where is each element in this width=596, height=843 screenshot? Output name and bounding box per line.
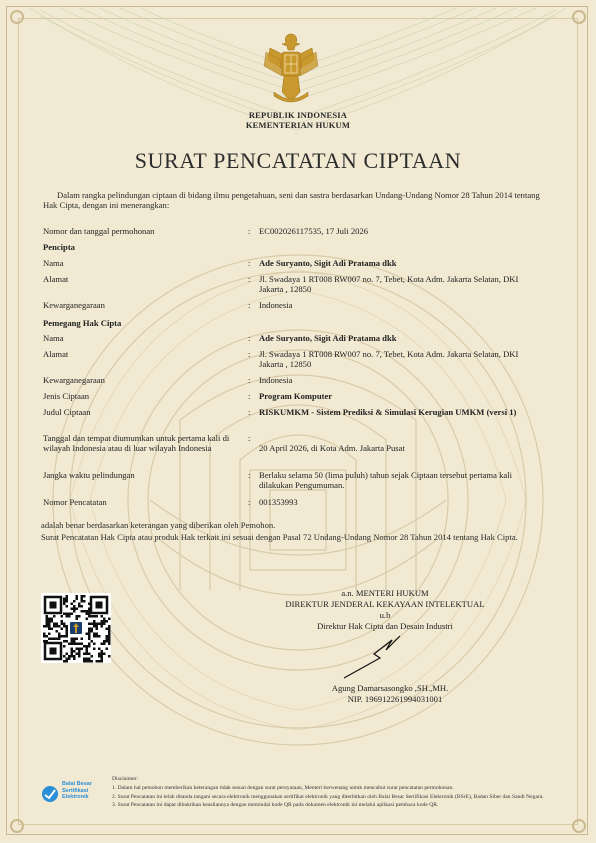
- colon: :: [248, 375, 251, 385]
- creator-name-label: Nama: [43, 258, 64, 268]
- bsre-cloud-icon: [40, 784, 60, 804]
- signatory-nip: NIP. 196912261994031001: [347, 694, 443, 704]
- qr-module: [63, 603, 66, 606]
- qr-module: [106, 620, 109, 623]
- qr-module: [98, 653, 101, 656]
- qr-module: [101, 653, 104, 656]
- qr-module: [91, 628, 94, 631]
- qr-module: [66, 630, 69, 633]
- qr-module: [103, 618, 106, 621]
- qr-module: [86, 653, 89, 656]
- qr-module: [96, 660, 99, 663]
- corner-ornament: [572, 10, 586, 24]
- qr-module: [98, 623, 101, 626]
- qr-module: [108, 643, 111, 646]
- qr-module: [91, 655, 94, 658]
- qr-module: [81, 643, 84, 646]
- qr-module: [71, 603, 74, 606]
- qr-module: [63, 645, 66, 648]
- record-number: 001353993: [259, 497, 298, 507]
- qr-module: [46, 623, 49, 626]
- qr-module: [98, 660, 101, 663]
- qr-module: [103, 640, 106, 643]
- intro-paragraph: Dalam rangka pelindungan ciptaan di bidang ilmu pengetahuan, seni dan sastra berdasarkan Undang-Undang Nomor 28 Tahun 2014 tentang Hak Cipta, dengan ini menerangkan:: [43, 190, 540, 211]
- qr-module: [71, 640, 74, 643]
- qr-module: [58, 638, 61, 641]
- qr-module: [101, 643, 104, 646]
- qr-module: [78, 603, 81, 606]
- qr-module: [83, 658, 86, 661]
- qr-module: [83, 610, 86, 613]
- colon: :: [248, 349, 251, 359]
- qr-module: [66, 595, 69, 598]
- disclaimer-note-1: 1. Dalam hal pemohon memberikan keterangan tidak sesuai dengan surat pernyataan, Menteri berwenang untuk mencabut surat pencatatan permohonan.: [112, 784, 454, 791]
- qr-module: [48, 628, 51, 631]
- qr-module: [63, 625, 66, 628]
- qr-module: [71, 653, 74, 656]
- qr-module: [58, 635, 61, 638]
- qr-module: [88, 630, 91, 633]
- colon: :: [248, 470, 251, 480]
- qr-module: [51, 618, 54, 621]
- qr-module: [93, 623, 96, 626]
- colon: :: [248, 333, 251, 343]
- qr-module: [101, 625, 104, 628]
- qr-module: [91, 615, 94, 618]
- qr-module: [106, 640, 109, 643]
- qr-module: [68, 613, 71, 616]
- disclaimer: [112, 775, 562, 810]
- qr-module: [96, 633, 99, 636]
- qr-module: [86, 618, 89, 621]
- qr-module: [86, 633, 89, 636]
- qr-module: [48, 638, 51, 641]
- qr-module: [101, 615, 104, 618]
- work-title-label: Judul Ciptaan: [43, 407, 91, 417]
- document-title: SURAT PENCATATAN CIPTAAN: [134, 148, 462, 173]
- qr-module: [63, 600, 66, 603]
- signature-ub: u.b: [379, 610, 391, 620]
- holder-name: Ade Suryanto, Sigit Adi Pratama dkk: [259, 333, 397, 343]
- qr-module: [63, 598, 66, 601]
- qr-module: [78, 650, 81, 653]
- qr-module: [66, 653, 69, 656]
- disclaimer-note-3: 3. Surat Pencatatan ini dapat dibuktikan keasliannya dengan memindai kode QR pada dokumen elektronik ini melalui aplikasi pembaca kode QR.: [112, 802, 439, 809]
- qr-module: [58, 633, 61, 636]
- qr-module: [76, 643, 79, 646]
- qr-module: [98, 648, 101, 651]
- colon: :: [248, 300, 251, 310]
- qr-module: [106, 635, 109, 638]
- qr-module: [106, 628, 109, 631]
- signature-on-behalf: a.n. MENTERI HUKUM: [341, 588, 429, 598]
- qr-module: [73, 643, 76, 646]
- qr-module: [76, 653, 79, 656]
- qr-module: [106, 638, 109, 641]
- creator-address: Jl. Swadaya 1 RT008 RW007 no. 7, Tebet, Kota Adm. Jakarta Selatan, DKI Jakarta , 12850: [259, 274, 519, 295]
- qr-module: [101, 620, 104, 623]
- qr-module: [51, 620, 54, 623]
- qr-module: [88, 628, 91, 631]
- disclaimer-heading: Disclaimer:: [112, 776, 139, 782]
- announce-value: 20 April 2026, di Kota Adm. Jakarta Pusat: [259, 443, 405, 453]
- qr-module: [56, 630, 59, 633]
- qr-module: [46, 620, 49, 623]
- qr-module: [66, 600, 69, 603]
- qr-module: [66, 658, 69, 661]
- qr-module: [91, 630, 94, 633]
- holder-name-label: Nama: [43, 333, 64, 343]
- qr-module: [78, 643, 81, 646]
- qr-module: [66, 633, 69, 636]
- work-type: Program Komputer: [259, 391, 333, 401]
- qr-module: [96, 635, 99, 638]
- qr-module: [78, 615, 81, 618]
- qr-module: [81, 605, 84, 608]
- qr-module: [78, 653, 81, 656]
- handwritten-signature: [340, 632, 410, 682]
- colon: :: [248, 433, 251, 443]
- qr-module: [76, 598, 79, 601]
- qr-module: [86, 650, 89, 653]
- qr-module: [71, 655, 74, 658]
- qr-module: [101, 658, 104, 661]
- qr-module: [78, 648, 81, 651]
- signature-directorate: Direktur Hak Cipta dan Desain Industri: [317, 621, 453, 631]
- qr-module: [96, 625, 99, 628]
- qr-module: [43, 635, 46, 638]
- creator-name: Ade Suryanto, Sigit Adi Pratama dkk: [259, 258, 397, 268]
- bsre-line-1: Balai Besar: [62, 781, 92, 787]
- qr-module: [83, 595, 86, 598]
- qr-module: [73, 600, 76, 603]
- qr-module: [66, 660, 69, 663]
- qr-module: [46, 625, 49, 628]
- closing-line-1: adalah benar berdasarkan keterangan yang diberikan oleh Pemohon.: [41, 520, 276, 530]
- qr-module: [56, 638, 59, 641]
- qr-module: [83, 660, 86, 663]
- qr-module: [66, 615, 69, 618]
- colon: :: [248, 497, 251, 507]
- qr-module: [63, 660, 66, 663]
- qr-module: [43, 633, 46, 636]
- qr-module: [73, 640, 76, 643]
- qr-center-logo-icon: [70, 622, 82, 634]
- holder-nationality-label: Kewarganegaraan: [43, 375, 105, 385]
- qr-module: [108, 640, 111, 643]
- colon: :: [248, 258, 251, 268]
- qr-module: [108, 625, 111, 628]
- qr-module: [76, 618, 79, 621]
- corner-ornament: [572, 819, 586, 833]
- qr-module: [91, 660, 94, 663]
- qr-module: [83, 645, 86, 648]
- qr-module: [91, 623, 94, 626]
- work-title: RISKUMKM - Sistem Prediksi & Simulasi Kerugian UMKM (versi 1): [259, 407, 517, 417]
- qr-module: [86, 610, 89, 613]
- qr-module: [96, 623, 99, 626]
- country-heading: REPUBLIK INDONESIA: [248, 110, 348, 120]
- qr-module: [96, 615, 99, 618]
- qr-module: [63, 613, 66, 616]
- qr-module: [73, 610, 76, 613]
- qr-module: [71, 650, 74, 653]
- qr-module: [48, 623, 51, 626]
- qr-module: [58, 625, 61, 628]
- qr-module: [101, 650, 104, 653]
- qr-module: [86, 660, 89, 663]
- qr-module: [88, 633, 91, 636]
- period-value: Berlaku selama 50 (lima puluh) tahun sejak Ciptaan tersebut pertama kali dilakukan Pengumuman.: [259, 470, 512, 491]
- creator-section-title: Pencipta: [43, 242, 75, 252]
- qr-module: [81, 648, 84, 651]
- colon: :: [248, 391, 251, 401]
- qr-module: [108, 618, 111, 621]
- qr-module: [81, 598, 84, 601]
- qr-module: [98, 655, 101, 658]
- qr-module: [76, 595, 79, 598]
- holder-section-title: Pemegang Hak Cipta: [43, 318, 122, 328]
- work-type-label: Jenis Ciptaan: [43, 391, 90, 401]
- ministry-heading: KEMENTERIAN HUKUM: [245, 120, 351, 130]
- qr-module: [46, 615, 49, 618]
- qr-module: [61, 623, 64, 626]
- qr-module: [66, 613, 69, 616]
- qr-module: [88, 660, 91, 663]
- creator-address-label: Alamat: [43, 274, 69, 284]
- closing-line-2: Surat Pencatatan Hak Cipta atau produk Hak terkait ini sesuai dengan Pasal 72 Undang-Undang Nomor 28 Tahun 2014 tentang Hak Cipta.: [41, 532, 518, 542]
- creator-nationality-label: Kewarganegaraan: [43, 300, 105, 310]
- qr-module: [86, 648, 89, 651]
- qr-code[interactable]: [41, 593, 111, 663]
- holder-address: Jl. Swadaya 1 RT008 RW007 no. 7, Tebet, Kota Adm. Jakarta Selatan, DKI Jakarta , 12850: [259, 349, 519, 370]
- qr-module: [108, 633, 111, 636]
- qr-module: [48, 625, 51, 628]
- qr-module: [103, 623, 106, 626]
- qr-module: [73, 650, 76, 653]
- qr-module: [76, 648, 79, 651]
- colon: :: [248, 226, 251, 236]
- qr-module: [61, 620, 64, 623]
- period-label: Jangka waktu pelindungan: [43, 470, 135, 480]
- qr-module: [73, 638, 76, 641]
- qr-module: [61, 615, 64, 618]
- qr-module: [66, 625, 69, 628]
- qr-module: [86, 658, 89, 661]
- qr-module: [66, 628, 69, 631]
- qr-module: [108, 655, 111, 658]
- qr-module: [68, 643, 71, 646]
- qr-module: [63, 635, 66, 638]
- qr-module: [88, 658, 91, 661]
- qr-module: [93, 648, 96, 651]
- qr-module: [108, 635, 111, 638]
- qr-module: [66, 605, 69, 608]
- qr-module: [53, 625, 56, 628]
- qr-module: [103, 643, 106, 646]
- qr-module: [101, 623, 104, 626]
- signatory-name: Agung Damarsasongko ,SH.,MH.: [331, 683, 449, 693]
- qr-module: [81, 638, 84, 641]
- qr-module: [88, 623, 91, 626]
- qr-module: [101, 660, 104, 663]
- signature-director: DIREKTUR JENDERAL KEKAYAAN INTELEKTUAL: [285, 599, 485, 609]
- qr-module: [71, 643, 74, 646]
- qr-module: [48, 633, 51, 636]
- qr-module: [46, 618, 49, 621]
- qr-module: [73, 605, 76, 608]
- qr-module: [86, 613, 89, 616]
- qr-module: [61, 635, 64, 638]
- qr-module: [53, 623, 56, 626]
- qr-module: [88, 638, 91, 641]
- bsre-line-3: Elektronik: [62, 794, 89, 800]
- disclaimer-note-2: 2. Surat Pencatatan ini telah ditanda tangani secara elektronik menggunakan sertifikat elektronik yang diterbitkan oleh Balai Besar Sertifikasi Elektronik (BSrE), Badan Siber dan Sandi Negara.: [112, 793, 544, 800]
- colon: :: [248, 274, 251, 284]
- qr-module: [71, 638, 74, 641]
- qr-module: [71, 608, 74, 611]
- qr-module: [93, 625, 96, 628]
- qr-module: [43, 625, 46, 628]
- qr-module: [106, 648, 109, 651]
- qr-module: [93, 643, 96, 646]
- qr-module: [68, 658, 71, 661]
- corner-ornament: [10, 10, 24, 24]
- bsre-logo: [40, 781, 100, 805]
- qr-module: [78, 655, 81, 658]
- application-label: Nomor dan tanggal permohonan: [43, 226, 155, 236]
- qr-module: [53, 615, 56, 618]
- qr-module: [88, 615, 91, 618]
- qr-module: [108, 628, 111, 631]
- qr-module: [81, 600, 84, 603]
- qr-module: [68, 615, 71, 618]
- qr-module: [51, 638, 54, 641]
- qr-module: [93, 620, 96, 623]
- application-value: EC002026117535, 17 Juli 2026: [259, 226, 369, 236]
- qr-module: [91, 640, 94, 643]
- qr-module: [76, 615, 79, 618]
- qr-module: [83, 600, 86, 603]
- qr-module: [73, 658, 76, 661]
- garuda-emblem-icon: [262, 30, 320, 108]
- qr-module: [56, 623, 59, 626]
- record-label: Nomor Pencatatan: [43, 497, 107, 507]
- qr-module: [88, 643, 91, 646]
- qr-module: [48, 620, 51, 623]
- qr-module: [63, 623, 66, 626]
- qr-module: [51, 628, 54, 631]
- qr-module: [96, 628, 99, 631]
- qr-module: [88, 653, 91, 656]
- announce-label: Tanggal dan tempat diumumkan untuk pertama kali di wilayah Indonesia atau di luar wilayah Indonesia: [43, 433, 230, 454]
- qr-module: [63, 655, 66, 658]
- qr-module: [76, 638, 79, 641]
- qr-module: [86, 645, 89, 648]
- qr-module: [93, 635, 96, 638]
- qr-module: [81, 595, 84, 598]
- holder-address-label: Alamat: [43, 349, 69, 359]
- qr-module: [76, 608, 79, 611]
- qr-module: [48, 618, 51, 621]
- qr-module: [63, 640, 66, 643]
- qr-module: [73, 655, 76, 658]
- creator-nationality: Indonesia: [259, 300, 293, 310]
- qr-module: [61, 628, 64, 631]
- qr-module: [66, 635, 69, 638]
- holder-nationality: Indonesia: [259, 375, 293, 385]
- qr-module: [103, 653, 106, 656]
- qr-module: [88, 645, 91, 648]
- qr-module: [66, 598, 69, 601]
- qr-module: [88, 635, 91, 638]
- qr-module: [71, 648, 74, 651]
- qr-module: [66, 640, 69, 643]
- qr-module: [53, 638, 56, 641]
- qr-module: [81, 610, 84, 613]
- colon: :: [248, 407, 251, 417]
- qr-module: [93, 633, 96, 636]
- qr-module: [98, 635, 101, 638]
- qr-module: [101, 655, 104, 658]
- qr-module: [108, 638, 111, 641]
- bsre-line-2: Sertifikasi: [62, 787, 89, 794]
- qr-module: [46, 635, 49, 638]
- qr-module: [73, 608, 76, 611]
- qr-module: [103, 620, 106, 623]
- qr-module: [56, 625, 59, 628]
- qr-module: [68, 655, 71, 658]
- qr-module: [83, 653, 86, 656]
- qr-module: [108, 630, 111, 633]
- corner-ornament: [10, 819, 24, 833]
- qr-module: [78, 605, 81, 608]
- qr-module: [71, 613, 74, 616]
- qr-module: [93, 615, 96, 618]
